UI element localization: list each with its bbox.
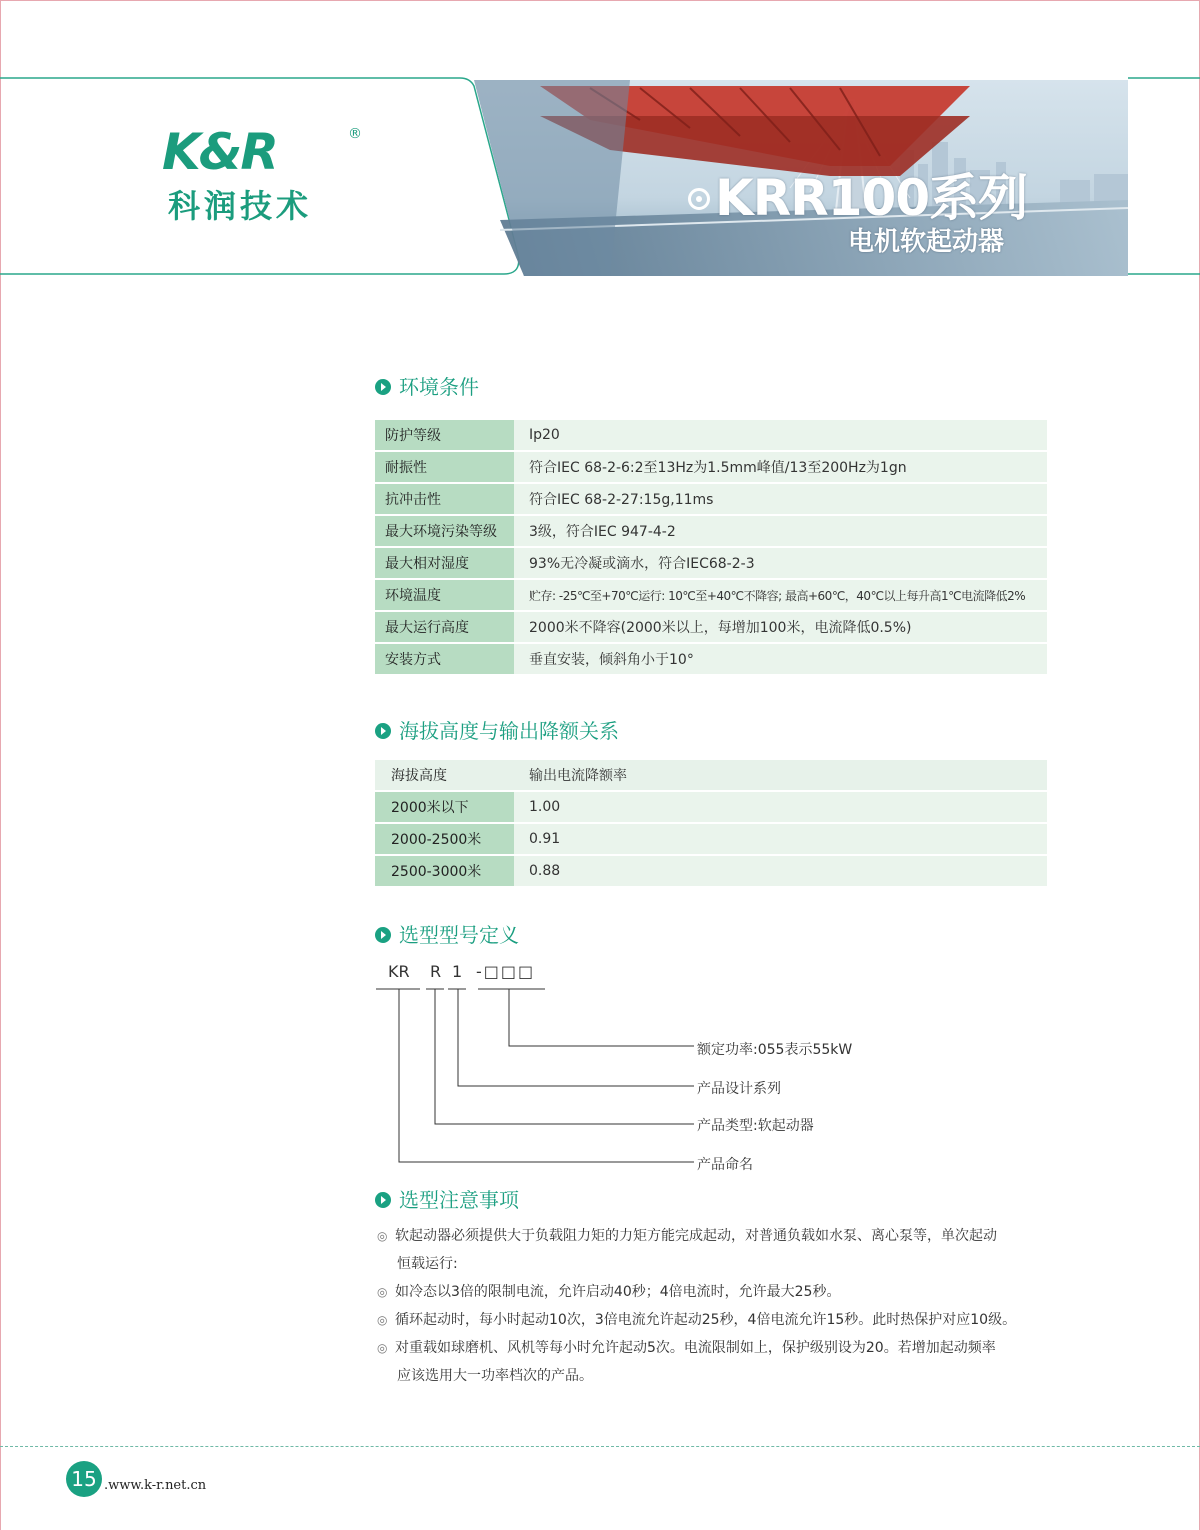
section-title: 海拔高度与输出降额关系: [399, 719, 619, 743]
website-url: .www.k-r.net.cn: [104, 1478, 207, 1493]
table-value: 符合IEC 68-2-27:15g,11ms: [514, 483, 1047, 515]
table-key: 环境温度: [375, 579, 514, 611]
play-bullet-icon: [375, 1192, 391, 1208]
table-value: 垂直安装，倾斜角小于10°: [514, 643, 1047, 675]
table-key: 最大环境污染等级: [375, 515, 514, 547]
model-label-power: 额定功率:055表示55kW: [697, 1042, 853, 1058]
table-value: 3级，符合IEC 947-4-2: [514, 515, 1047, 547]
logo-chinese-name: 科润技术: [168, 187, 313, 225]
table-value: 符合IEC 68-2-6:2至13Hz为1.5mm峰值/13至200Hz为1gn: [514, 451, 1047, 483]
model-part-r: R: [430, 962, 442, 981]
table-key: 最大相对湿度: [375, 547, 514, 579]
note-item-continued: [377, 1362, 1057, 1390]
table-key: 防护等级: [375, 420, 514, 451]
table-value: 1.00: [514, 791, 1047, 823]
note-text: 恒载运行:: [397, 1256, 458, 1272]
section-title: 选型型号定义: [399, 923, 519, 947]
table-key: 2000-2500米: [375, 823, 514, 855]
note-item: [377, 1334, 1057, 1362]
section-title: 选型注意事项: [399, 1188, 519, 1212]
section-title: 环境条件: [399, 375, 479, 399]
note-item: [377, 1278, 1057, 1306]
banner-subtitle: 电机软起动器: [848, 227, 1005, 257]
model-part-kr: KR: [388, 962, 410, 981]
model-part-1: 1: [452, 962, 463, 981]
table-value: 0.88: [514, 855, 1047, 887]
table-key: 安装方式: [375, 643, 514, 675]
circle-bullet-icon: ◎: [377, 1341, 388, 1355]
footer-divider: [0, 1446, 1200, 1447]
note-text: 软起动器必须提供大于负载阻力矩的力矩方能完成起动，对普通负载如水泵、离心泵等，单次起动: [395, 1228, 997, 1244]
table-value: 93%无冷凝或滴水，符合IEC68-2-3: [514, 547, 1047, 579]
circle-bullet-icon: ◎: [377, 1285, 388, 1299]
circle-bullet-icon: ◎: [377, 1229, 388, 1243]
note-item-continued: [377, 1250, 1057, 1278]
note-text: 应该选用大一功率档次的产品。: [397, 1368, 593, 1384]
table-value: 2000米不降容(2000米以上，每增加100米，电流降低0.5%): [514, 611, 1047, 643]
note-item: [377, 1306, 1057, 1334]
note-item: [377, 1222, 1057, 1250]
registered-mark: ®: [348, 126, 362, 142]
table-key: 最大运行高度: [375, 611, 514, 643]
logo-mark: K&R: [162, 123, 277, 181]
table-value: 0.91: [514, 823, 1047, 855]
note-text: 如冷态以3倍的限制电流，允许启动40秒；4倍电流时，允许最大25秒。: [395, 1284, 841, 1300]
model-label-name: 产品命名: [697, 1157, 753, 1173]
table-value: 贮存: -25℃至+70℃运行: 10℃至+40℃不降容; 最高+60℃，40℃以上每升高1℃电流降低2%: [514, 579, 1047, 611]
table-key: 2000米以下: [375, 791, 514, 823]
table-header-value: 输出电流降额率: [514, 760, 1047, 791]
note-text: 对重载如球磨机、风机等每小时允许起动5次。电流限制如上，保护级别设为20。若增加起动频率: [395, 1340, 996, 1356]
table-header-key: 海拔高度: [375, 760, 514, 791]
table-key: 耐振性: [375, 451, 514, 483]
table-value: Ip20: [514, 420, 1047, 451]
model-part-rest: -□□□: [476, 962, 536, 981]
table-key: 2500-3000米: [375, 855, 514, 887]
model-label-series: 产品设计系列: [697, 1081, 781, 1097]
page-number: 15: [66, 1461, 102, 1497]
table-key: 抗冲击性: [375, 483, 514, 515]
section-heading-notes: [375, 1187, 519, 1213]
banner-title: KRR100系列: [715, 169, 1028, 227]
circle-bullet-icon: ◎: [377, 1313, 388, 1327]
note-text: 循环起动时，每小时起动10次，3倍电流允许起动25秒，4倍电流允许15秒。此时热保护对应10级。: [395, 1312, 1017, 1328]
model-label-type: 产品类型:软起动器: [697, 1118, 814, 1134]
